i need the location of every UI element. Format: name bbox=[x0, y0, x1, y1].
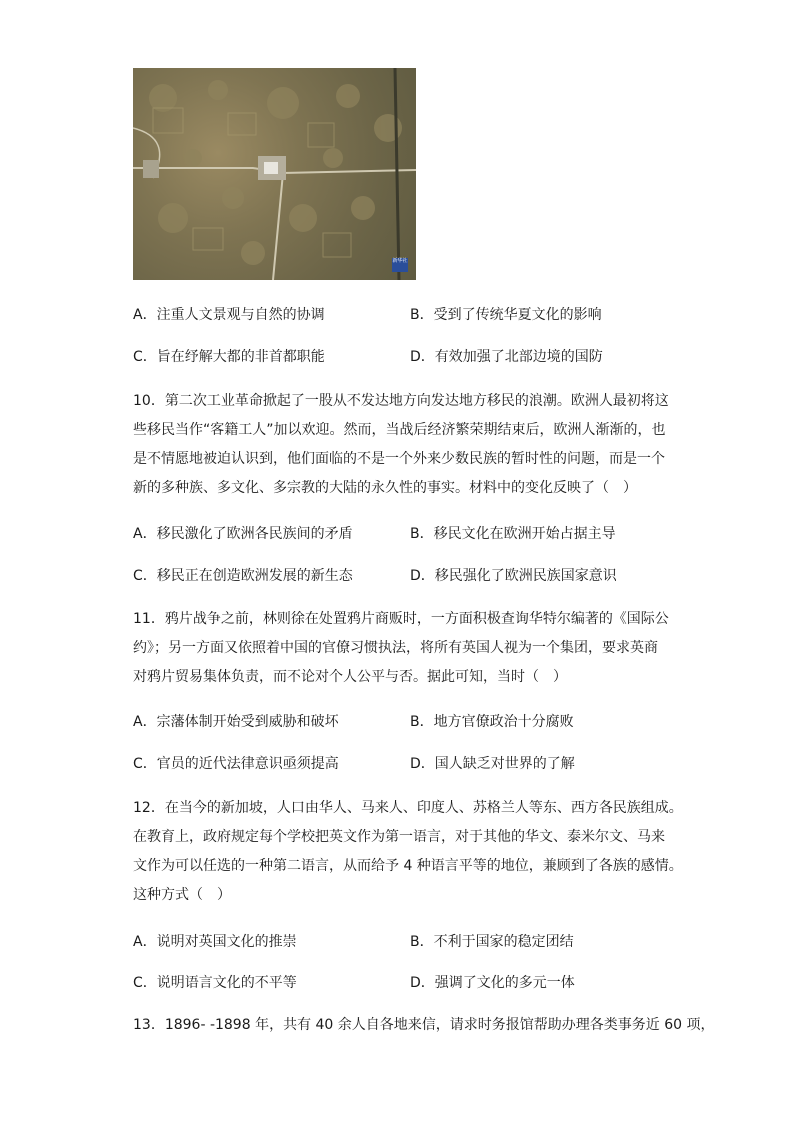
q12-option-c: C．说明语言文化的不平等 bbox=[133, 975, 297, 991]
q11-line: 对鸦片贸易集体负责，而不论对个人公平与否。据此可知，当时（ ） bbox=[133, 669, 567, 685]
q10-line: 是不情愿地被迫认识到，他们面临的不是一个外来少数民族的暂时性的问题，而是一个 bbox=[133, 451, 665, 467]
q11-option-c: C．官员的近代法律意识亟须提高 bbox=[133, 756, 339, 772]
q13-line: 13．1896- -1898 年，共有 40 余人自各地来信，请求时务报馆帮助办理各类事务近 60 项， bbox=[133, 1017, 715, 1033]
q10-line: 10．第二次工业革命掀起了一股从不发达地方向发达地方移民的浪潮。欧洲人最初将这 bbox=[133, 393, 669, 409]
watermark-logo: 新华社 bbox=[392, 258, 408, 272]
q11-option-d: D．国人缺乏对世界的了解 bbox=[410, 756, 575, 772]
q11-stem bbox=[133, 605, 668, 692]
q11-option-b: B．地方官僚政治十分腐败 bbox=[410, 714, 574, 730]
q10-option-a: A．移民激化了欧洲各民族间的矛盾 bbox=[133, 526, 353, 542]
q12-option-a: A．说明对英国文化的推崇 bbox=[133, 934, 297, 950]
q10-stem bbox=[133, 387, 668, 503]
q10-option-b: B．移民文化在欧洲开始占据主导 bbox=[410, 526, 616, 542]
q9-option-a: A．注重人文景观与自然的协调 bbox=[133, 307, 325, 323]
q9-option-b: B．受到了传统华夏文化的影响 bbox=[410, 307, 602, 323]
aerial-site-photo bbox=[133, 68, 416, 280]
q11-line: 约》；另一方面又依照着中国的官僚习惯执法，将所有英国人视为一个集团，要求英商 bbox=[133, 640, 658, 656]
q12-line: 这种方式（ ） bbox=[133, 887, 231, 903]
q11-option-a: A．宗藩体制开始受到威胁和破坏 bbox=[133, 714, 339, 730]
q12-option-d: D．强调了文化的多元一体 bbox=[410, 975, 575, 991]
q10-option-d: D．移民强化了欧洲民族国家意识 bbox=[410, 568, 617, 584]
q12-line: 12．在当今的新加坡，人口由华人、马来人、印度人、苏格兰人等东、西方各民族组成。 bbox=[133, 800, 683, 816]
q12-line: 在教育上，政府规定每个学校把英文作为第一语言，对于其他的华文、泰米尔文、马来 bbox=[133, 829, 665, 845]
q12-line: 文作为可以任选的一种第二语言，从而给予 4 种语言平等的地位，兼顾到了各族的感情。 bbox=[133, 858, 683, 874]
q10-option-c: C．移民正在创造欧洲发展的新生态 bbox=[133, 568, 353, 584]
q11-line: 11．鸦片战争之前，林则徐在处置鸦片商贩时，一方面积极查询华特尔编著的《国际公 bbox=[133, 611, 669, 627]
q10-line: 些移民当作“客籍工人”加以欢迎。然而，当战后经济繁荣期结束后，欧洲人渐渐的，也 bbox=[133, 422, 666, 438]
q9-option-c: C．旨在纾解大都的非首都职能 bbox=[133, 349, 325, 365]
q9-option-d: D．有效加强了北部边境的国防 bbox=[410, 349, 603, 365]
q12-option-b: B．不利于国家的稳定团结 bbox=[410, 934, 574, 950]
q13-stem bbox=[133, 1011, 715, 1040]
q12-stem bbox=[133, 794, 683, 910]
q10-line: 新的多种族、多文化、多宗教的大陆的永久性的事实。材料中的变化反映了（ ） bbox=[133, 480, 637, 496]
aerial-photo-graphic bbox=[133, 68, 416, 280]
